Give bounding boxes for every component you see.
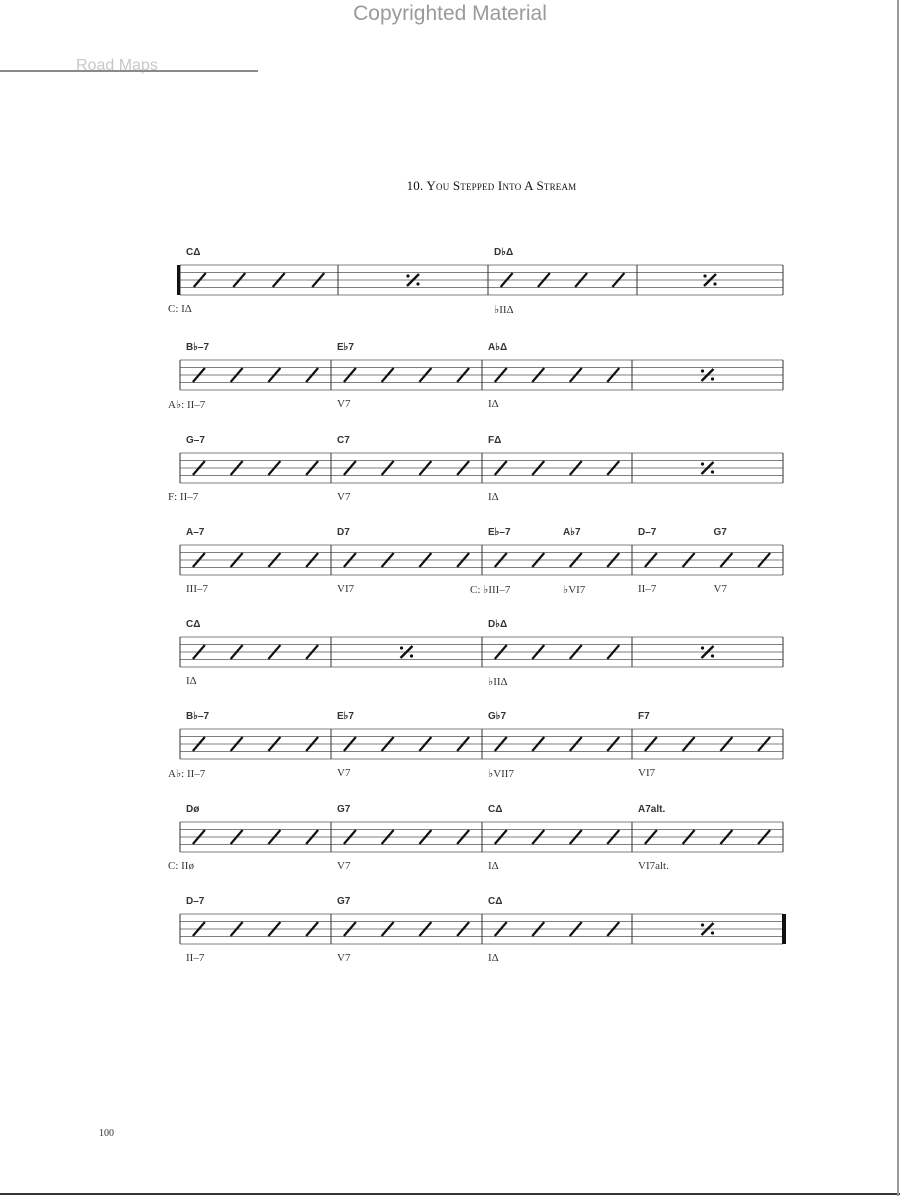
roman-numeral: VI7alt.	[638, 860, 669, 872]
chord-symbol: D–7	[638, 527, 657, 538]
bar-repeat-dot	[701, 923, 704, 926]
chord-symbol: C7	[337, 435, 350, 446]
roman-numeral: V7	[337, 398, 351, 410]
chord-symbol: A♭7	[563, 527, 581, 538]
roman-numeral: V7	[337, 491, 351, 503]
chord-symbol: CΔ	[186, 247, 201, 258]
roman-numeral: IΔ	[488, 952, 499, 964]
roman-numeral: II–7	[186, 952, 205, 964]
roman-numeral: C: IΔ	[168, 303, 192, 315]
chord-symbol: E♭7	[337, 711, 354, 722]
bar-repeat-dot	[416, 282, 419, 285]
chord-symbol: D–7	[186, 896, 205, 907]
bar-repeat-dot	[711, 377, 714, 380]
roman-numeral: V7	[337, 860, 351, 872]
bar-repeat-dot	[703, 274, 706, 277]
roman-numeral: C: IIø	[168, 860, 194, 872]
chord-symbol: B♭–7	[186, 342, 210, 353]
bar-repeat-dot	[701, 646, 704, 649]
roman-numeral: V7	[337, 767, 351, 779]
roman-numeral: IΔ	[488, 398, 499, 410]
roman-numeral: ♭VII7	[488, 768, 514, 780]
bar-repeat-dot	[701, 462, 704, 465]
roman-numeral: III–7	[186, 583, 208, 595]
roman-numeral: IΔ	[186, 675, 197, 687]
chord-symbol: E♭7	[337, 342, 354, 353]
chord-symbol: CΔ	[488, 804, 503, 815]
roman-numeral: A♭: II–7	[168, 768, 206, 780]
page-number: 100	[99, 1128, 114, 1139]
chord-symbol: G7	[337, 804, 351, 815]
bar-repeat-dot	[400, 646, 403, 649]
bar-repeat-dot	[713, 282, 716, 285]
chord-symbol: F7	[638, 711, 650, 722]
roman-numeral: ♭VI7	[563, 584, 586, 596]
roman-numeral: IΔ	[488, 491, 499, 503]
page-bottom-rule	[0, 1193, 900, 1195]
chord-symbol: G♭7	[488, 711, 507, 722]
copyright-watermark: Copyrighted Material	[353, 2, 547, 25]
roman-numeral: VI7	[337, 583, 355, 595]
roman-numeral: II–7	[638, 583, 657, 595]
chord-symbol: Dø	[186, 804, 200, 815]
bar-repeat-dot	[711, 470, 714, 473]
roman-numeral: A♭: II–7	[168, 399, 206, 411]
start-double-bar	[177, 265, 180, 295]
tune-title: 10. You Stepped Into A Stream	[406, 178, 577, 193]
bar-repeat-dot	[406, 274, 409, 277]
roman-numeral: VI7	[638, 767, 656, 779]
page-right-rule	[897, 0, 899, 1196]
running-head: Road Maps	[76, 57, 158, 74]
chord-symbol: G7	[337, 896, 351, 907]
roman-numeral: IΔ	[488, 860, 499, 872]
chord-symbol: A♭Δ	[488, 342, 508, 353]
chord-symbol: D♭Δ	[488, 619, 508, 630]
roman-numeral: V7	[713, 583, 727, 595]
chord-symbol: FΔ	[488, 435, 502, 446]
chord-symbol: G–7	[186, 435, 205, 446]
chord-symbol: D7	[337, 527, 350, 538]
chord-symbol: E♭–7	[488, 527, 511, 538]
bar-repeat-dot	[410, 654, 413, 657]
chord-symbol: G7	[713, 527, 727, 538]
chord-symbol: B♭–7	[186, 711, 210, 722]
roman-numeral: ♭IIΔ	[494, 304, 514, 316]
chord-symbol: D♭Δ	[494, 247, 514, 258]
chord-symbol: A7alt.	[638, 804, 666, 815]
chord-symbol: A–7	[186, 527, 205, 538]
roman-numeral: V7	[337, 952, 351, 964]
chord-symbol: CΔ	[186, 619, 201, 630]
roman-numeral: C: ♭III–7	[470, 584, 511, 596]
bar-repeat-dot	[711, 654, 714, 657]
bar-repeat-dot	[701, 369, 704, 372]
roman-numeral: F: II–7	[168, 491, 199, 503]
bar-repeat-dot	[711, 931, 714, 934]
chord-symbol: CΔ	[488, 896, 503, 907]
final-double-bar	[782, 914, 786, 944]
roman-numeral: ♭IIΔ	[488, 676, 508, 688]
